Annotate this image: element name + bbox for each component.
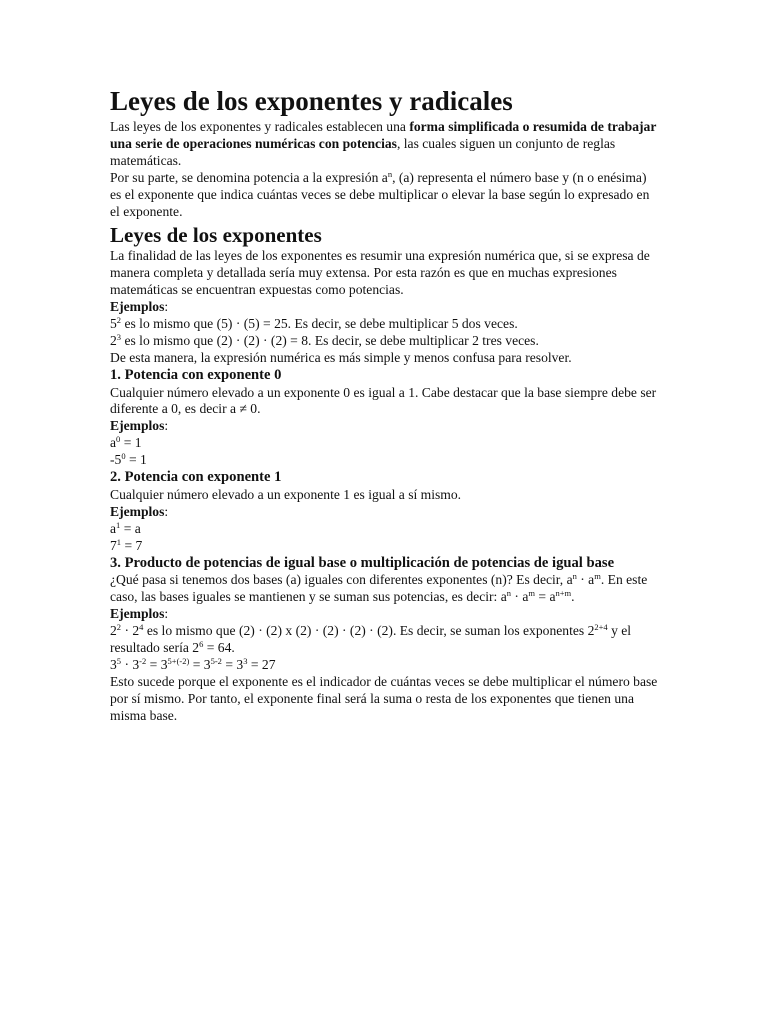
law-2-closing: Esto sucede porque el exponente es el indicador de cuántas veces se debe multiplicar el número base por sí mismo. Por tanto, el exponente final será la suma o resta de los exponentes que tienen una misma base.: [110, 673, 658, 723]
exponent: n: [387, 168, 393, 179]
example-base: 5: [110, 316, 117, 332]
law-2-question: [110, 572, 658, 606]
example-text: es lo mismo que (5) · (5) = 25. Es decir, se debe multiplicar 5 dos veces.: [121, 316, 518, 332]
exponent: n: [506, 588, 511, 599]
exponent: 5-2: [210, 655, 222, 666]
example-base: a: [110, 520, 117, 536]
text-run: · a: [511, 589, 529, 605]
example-result: = 1: [120, 435, 142, 451]
exponent: 1: [116, 519, 121, 530]
law-heading-0: 1. Potencia con exponente 0: [110, 366, 282, 383]
intro-paragraph-2: [110, 170, 658, 221]
example-line: [110, 538, 658, 555]
examples-label: Ejemplos: [110, 418, 165, 434]
examples-label-line: Ejemplos:: [110, 299, 169, 315]
law-heading-2: 3. Producto de potencias de igual base o multiplicación de potencias de igual base: [110, 554, 615, 571]
text-run: = 64.: [203, 639, 235, 655]
example-base: -5: [110, 452, 122, 468]
examples-label-line: Ejemplos:: [110, 606, 169, 622]
text-run: · a: [576, 572, 595, 588]
example-line: [110, 452, 658, 469]
example-line: [110, 657, 658, 674]
exponent: 4: [139, 622, 144, 633]
example-result: = 1: [125, 452, 147, 468]
text-run: es lo mismo que (2) · (2) x (2) · (2) · (2) · (2). Es decir, se suman los exponentes 2: [143, 623, 595, 639]
exponent: 2+4: [594, 622, 608, 633]
text-run: · 3: [121, 656, 140, 672]
intro-p2-text-end: , (a) representa el número base y (n o enésima) es el exponente que indica cuántas veces se debe multiplicar o elevar la base según lo expresado en el exponente.: [110, 169, 650, 219]
law-0-text: Cualquier número elevado a un exponente 0 es igual a 1. Cabe destacar que la base siempre debe ser diferente a 0, es decir a ≠ 0.: [110, 384, 657, 417]
text-run: 2: [110, 623, 117, 639]
exponent: n: [572, 571, 577, 582]
page-title: Leyes de los exponentes y radicales: [110, 86, 513, 116]
examples-label: Ejemplos: [110, 503, 165, 519]
exponent: 5+(-2): [167, 655, 190, 666]
examples-label-line: Ejemplos:: [110, 418, 169, 434]
text-run: . En este caso, las bases iguales se mantienen y se suman sus potencias, es decir: a: [110, 572, 648, 605]
section-heading: Leyes de los exponentes: [110, 223, 322, 248]
intro-p1-bold: forma simplificada o resumida de trabajar una serie de operaciones numéricas con potencias: [110, 119, 657, 151]
text-run: .: [571, 589, 575, 605]
examples-label-line: Ejemplos:: [110, 503, 169, 519]
example-base: 7: [110, 537, 117, 553]
text-run: = 3: [221, 656, 244, 672]
example-base: a: [110, 435, 117, 451]
exponent: -2: [139, 655, 147, 666]
exponent: m: [594, 571, 601, 582]
examples-label: Ejemplos: [110, 606, 165, 622]
example-result: = 7: [121, 537, 143, 553]
exponent: 3: [243, 655, 248, 666]
exponent: 3: [116, 331, 122, 342]
law-heading-1: 2. Potencia con exponente 1: [110, 469, 282, 486]
example-line: [110, 521, 658, 538]
section-paragraph: La finalidad de las leyes de los exponentes es resumir una expresión numérica que, si se expresa de manera completa y detallada sería muy extensa. Por esta razón es que en muchas expresiones matemáticas se encuentran expuestas como potencias.: [110, 248, 650, 298]
exponent: 1: [116, 536, 122, 547]
example-base: 2: [110, 332, 117, 348]
text-run: = 27: [247, 656, 276, 672]
exponent: 0: [116, 434, 121, 445]
exponent: 5: [116, 655, 122, 666]
examples-label: Ejemplos: [110, 299, 165, 315]
document-content: [110, 86, 658, 724]
intro-p1-text: Las leyes de los exponentes y radicales establecen una: [110, 119, 410, 134]
law-1-text: Cualquier número elevado a un exponente 1 es igual a sí mismo.: [110, 486, 462, 502]
example-line: [110, 435, 658, 452]
intro-p2-text: Por su parte, se denomina potencia a la expresión a: [110, 169, 388, 185]
exponent: 6: [199, 638, 204, 649]
intro-paragraph-1: [110, 119, 658, 170]
exponent: m: [528, 588, 535, 599]
intro-p1-text-end: , las cuales siguen un conjunto de reglas matemáticas.: [110, 135, 616, 168]
example-line: [110, 316, 658, 333]
example-text: es lo mismo que (2) · (2) · (2) = 8. Es decir, se debe multiplicar 2 tres veces.: [121, 332, 539, 348]
text-run: ¿Qué pasa si tenemos dos bases (a) iguales con diferentes exponentes (n)? Es decir, a: [110, 572, 573, 588]
text-run: y el resultado sería 2: [110, 623, 632, 655]
exponent: 2: [116, 622, 122, 633]
example-line: [110, 333, 658, 350]
text-run: = 3: [146, 656, 168, 672]
text-run: · 2: [121, 623, 140, 639]
exponent: 2: [116, 315, 122, 326]
exponent: n+m: [555, 588, 572, 599]
text-run: = a: [534, 589, 556, 605]
exponent: 0: [121, 451, 126, 462]
section-closing: De esta manera, la expresión numérica es más simple y menos confusa para resolver.: [110, 349, 572, 365]
text-run: 3: [110, 656, 117, 672]
text-run: = 3: [189, 656, 211, 672]
example-result: = a: [120, 520, 141, 536]
example-line: [110, 623, 658, 657]
